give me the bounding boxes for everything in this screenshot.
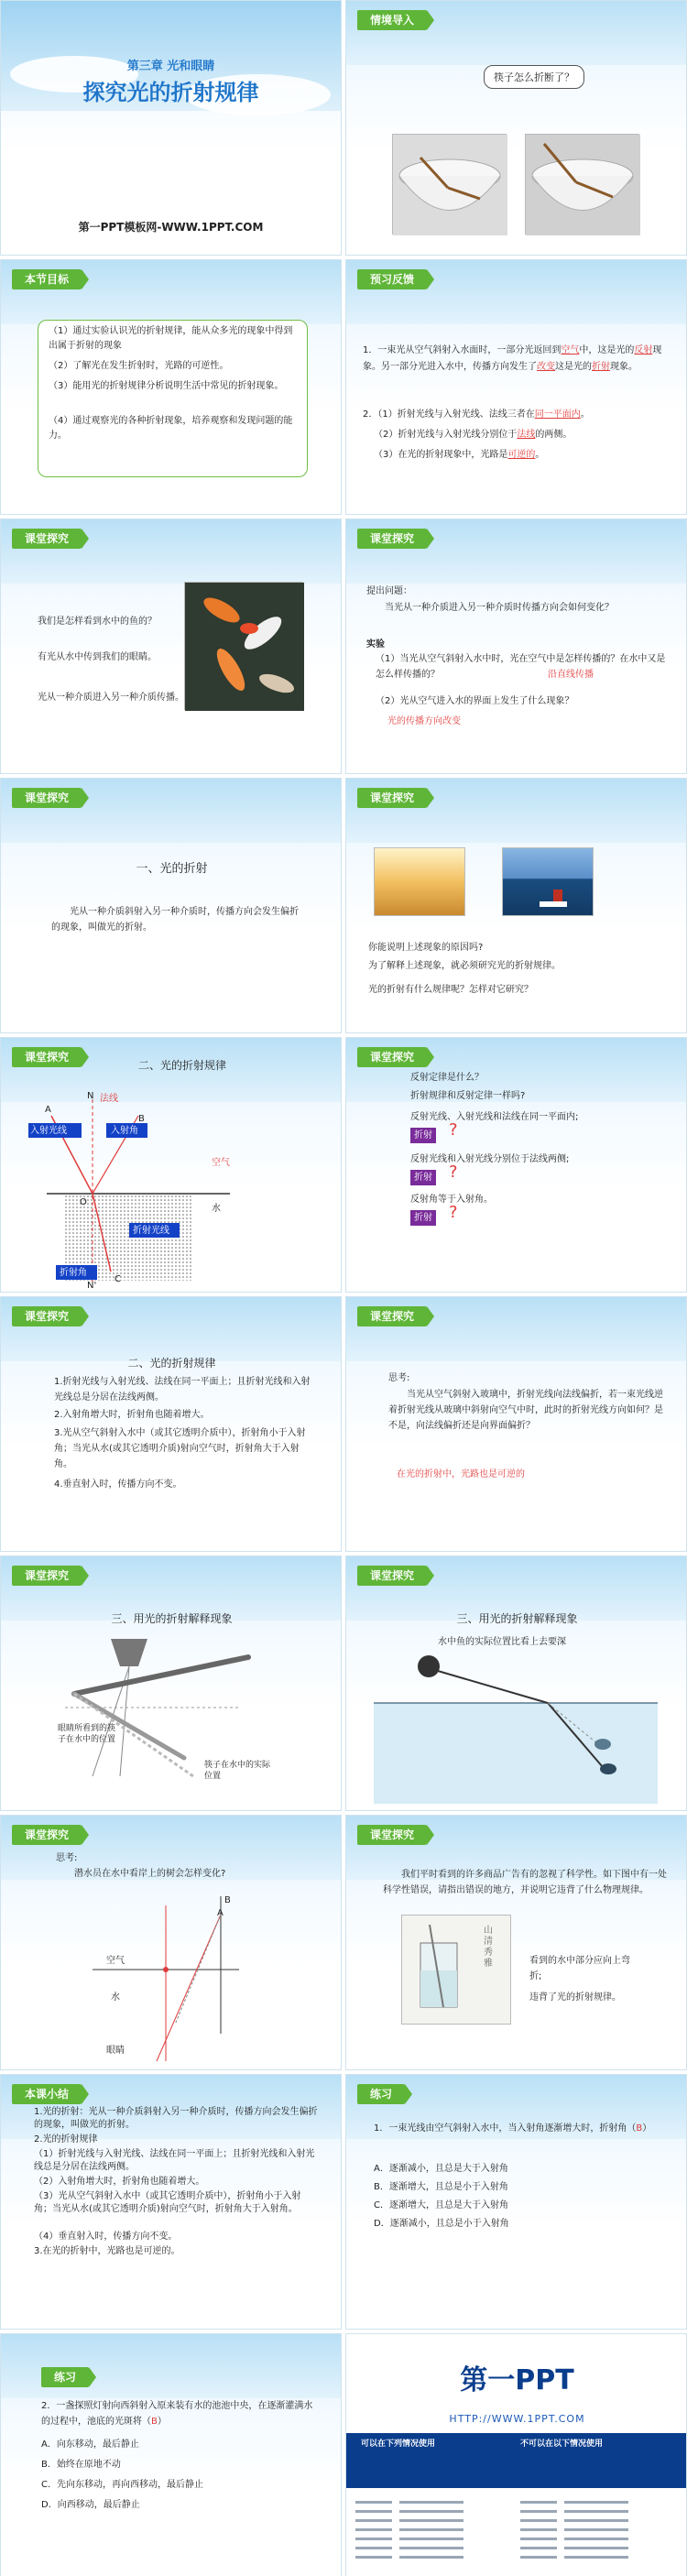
slide-10 <box>345 1037 687 1293</box>
answer-text: 违背了光的折射规律。 <box>529 1992 621 2003</box>
point-A: A <box>217 1908 224 1918</box>
answer-text: 光从一种介质进入另一种介质传播。 <box>38 693 184 703</box>
section-heading: 二、光的折射规律 <box>127 1357 216 1370</box>
license-col-title: 可以在下列情况使用 <box>361 2440 436 2449</box>
bowl-icon <box>393 135 507 235</box>
sunset-photo <box>374 847 465 916</box>
summary-item: （2）入射角增大时，折射角也随着增大。 <box>34 2177 205 2187</box>
rule-line: 折射规律和反射定律一样吗? <box>410 1091 526 1101</box>
refraction-badge: 折射 <box>410 1128 436 1143</box>
answer: 反射 <box>634 345 653 355</box>
prompt-text: 当光从一种介质进入另一种介质时传播方向会如何变化？ <box>385 603 614 613</box>
chapter-title: 第三章 光和眼睛 <box>126 60 215 73</box>
text: 。 <box>535 450 545 460</box>
slide-1 <box>0 0 342 256</box>
koi-fish-icon <box>185 583 304 711</box>
slide-11 <box>0 1296 342 1552</box>
experiment-q1: （1）当光从空气斜射入水中时，光在空气中是怎样传播的？在水中又是怎么样传播的？ <box>376 654 666 680</box>
slide-12 <box>345 1296 687 1552</box>
answer-text: 在光的折射中，光路也是可逆的 <box>397 1469 525 1479</box>
refraction-badge: 折射 <box>410 1170 436 1185</box>
section-heading: 三、用光的折射解释现象 <box>456 1612 578 1625</box>
answer: 可逆的 <box>507 450 536 460</box>
refraction-diagram <box>10 1075 312 1290</box>
goal-item: （3）能用光的折射规律分析说明生活中常见的折射现象。 <box>49 381 284 391</box>
label-actual-position: 筷子在水中的实际位置 <box>204 1761 271 1781</box>
label-refracted-angle: 折射角 <box>60 1268 87 1278</box>
site-label: 第一PPT模板网-WWW.1PPT.COM <box>78 221 264 234</box>
option: D．逐渐减小，且总是小于入射角 <box>374 2219 509 2229</box>
slide-4 <box>345 259 687 515</box>
rule-line: 反射光线和入射光线分别位于法线两侧; <box>410 1154 570 1164</box>
section-tag: 课堂探究 <box>357 1306 427 1326</box>
page-title: 探究光的折射规律 <box>82 80 259 105</box>
slide-19 <box>0 2333 342 2576</box>
section-tag: 课堂探究 <box>357 529 427 549</box>
section-tag: 本节目标 <box>12 269 82 289</box>
slide-13 <box>0 1555 342 1811</box>
answer-text: 看到的水中部分应向上弯折; <box>529 1956 630 1981</box>
answer: B <box>636 2123 643 2134</box>
answer: 空气 <box>561 345 580 355</box>
law-item: 1.折射光线与入射光线、法线在同一平面上；且折射光线和入射光线总是分居在法线两侧。 <box>54 1377 311 1403</box>
option: A．逐渐减小，且总是大于入射角 <box>374 2164 508 2174</box>
label-water: 水 <box>212 1204 221 1214</box>
slide-20 <box>345 2333 687 2576</box>
section-tag: 课堂探究 <box>12 1047 82 1067</box>
brand-url: HTTP://WWW.1PPT.COM <box>449 2413 585 2425</box>
definition-text: 光从一种介质斜射入另一种介质时，传播方向会发生偏折的现象，叫做光的折射。 <box>51 907 299 933</box>
preview-q2-3 <box>374 447 676 463</box>
label-refracted-ray: 折射光线 <box>133 1226 169 1236</box>
section-tag: 课堂探究 <box>12 1566 82 1586</box>
think-label: 思考: <box>56 1853 78 1863</box>
preview-q2 <box>363 407 674 422</box>
label-air: 空气 <box>106 1956 125 1966</box>
text: ） <box>642 2123 652 2134</box>
bowl-photo-right <box>525 134 639 235</box>
fish-depth-diagram <box>374 1648 667 1804</box>
text: 现象。 <box>610 362 638 372</box>
summary-item: （4）垂直射入时，传播方向不变。 <box>34 2232 178 2242</box>
think-label: 思考: <box>388 1373 410 1383</box>
answer-text: 有光从水中传到我们的眼睛。 <box>38 652 157 662</box>
text: （2）折射光线与入射光线分别位于 <box>374 430 518 440</box>
text: （3）在光的折射现象中，光路是 <box>374 450 508 460</box>
slide-18 <box>345 2074 687 2330</box>
section-heading: 三、用光的折射解释现象 <box>111 1612 233 1625</box>
option: B．始终在原地不动 <box>41 2460 121 2470</box>
rule-line: 反射角等于入射角。 <box>410 1195 493 1205</box>
question-mark: ? <box>449 1120 458 1140</box>
point-N-prime: N' <box>87 1281 97 1291</box>
text: 现象。另一部分光进入水中，传播方向发生了 <box>363 345 662 372</box>
option: C．逐渐增大，且总是大于入射角 <box>374 2200 508 2210</box>
summary-item: 3.在光的折射中，光路也是可逆的。 <box>34 2246 180 2256</box>
point-C: C <box>114 1274 121 1284</box>
label-eye: 眼睛 <box>106 2046 125 2056</box>
brand-logo: 第一PPT <box>460 2364 574 2396</box>
speech-bubble: 筷子怎么折断了？ <box>484 65 584 89</box>
question-text: 我们是怎样看到水中的鱼的？ <box>38 617 157 627</box>
sky-background <box>1 2334 341 2398</box>
text: 1．一束光从空气斜射入水面时，一部分光返回到 <box>363 345 562 355</box>
question-mark: ? <box>449 1203 458 1222</box>
preview-q2-2 <box>374 427 676 442</box>
section-tag: 课堂探究 <box>357 788 427 808</box>
label-water: 水 <box>111 1992 120 2003</box>
rule-line: 反射光线、入射光线和法线在同一平面内; <box>410 1112 579 1122</box>
label-air: 空气 <box>212 1158 230 1168</box>
option: C．先向东移动，再向西移动，最后静止 <box>41 2480 203 2490</box>
section-tag: 课堂探究 <box>12 788 82 808</box>
label-apparent-position: 眼睛所看到的筷子在水中的位置 <box>58 1724 116 1744</box>
question-mark: ? <box>449 1162 458 1182</box>
text: 2．（1）折射光线与入射光线、法线三者在 <box>363 409 535 420</box>
option: B．逐渐增大，且总是小于入射角 <box>374 2182 508 2192</box>
option: A．向东移动，最后静止 <box>41 2440 139 2450</box>
answer: 改变 <box>537 362 555 372</box>
section-tag: 练习 <box>41 2367 89 2387</box>
slide-6 <box>345 518 687 774</box>
point-B: B <box>224 1895 231 1905</box>
bowl-photo-left <box>392 134 507 235</box>
bowl-icon <box>526 135 640 235</box>
text: 的两侧。 <box>535 430 572 440</box>
slide-5 <box>0 518 342 774</box>
experiment-a1: 沿直线传播 <box>548 670 594 680</box>
section-tag: 课堂探究 <box>357 1825 427 1845</box>
text: 这是光的 <box>555 362 592 372</box>
summary-item: 1.光的折射：光从一种介质斜射入另一种介质时，传播方向会发生偏折的现象，叫做光的折射。 <box>34 2107 318 2130</box>
section-tag: 课堂探究 <box>12 529 82 549</box>
goal-item: （4）通过观察光的各种折射现象，培养观察和发现问题的能力。 <box>49 416 293 441</box>
question-text: 光的折射有什么规律呢？怎样对它研究？ <box>368 985 533 995</box>
exercise-question <box>374 2121 658 2136</box>
experiment-q2: （2）光从空气进入水的界面上发生了什么现象？ <box>376 696 574 706</box>
calligraphy-text: 山清秀雅 <box>484 1926 493 1969</box>
law-item: 3.光从空气斜射入水中（或其它透明介质中），折射角小于入射角；当光从水(或其它透明介质)射向空气时，折射角大于入射角。 <box>54 1428 306 1469</box>
slide-8 <box>345 778 687 1033</box>
slide-14 <box>345 1555 687 1811</box>
section-tag: 课堂探究 <box>12 1825 82 1845</box>
label-normal: 法线 <box>100 1094 118 1104</box>
section-tag: 课堂探究 <box>357 1047 427 1067</box>
rule-line: 反射定律是什么？ <box>410 1073 484 1083</box>
section-tag: 预习反馈 <box>357 269 427 289</box>
summary-item: 2.光的折射规律 <box>34 2134 98 2145</box>
tree-view-diagram <box>93 1887 294 2066</box>
license-link-list <box>355 2499 681 2576</box>
section-tag: 练习 <box>357 2084 405 2104</box>
text: 1．一束光线由空气斜射入水中，当入射角逐渐增大时，折射角（ <box>374 2123 637 2134</box>
summary-item: （3）光从空气斜射入水中（或其它透明介质中），折射角小于入射角；当光从水(或其它透明介质)射向空气时，折射角大于入射角。 <box>34 2191 301 2214</box>
point-A: A <box>45 1105 51 1115</box>
think-text: 当光从空气斜射入玻璃中，折射光线向法线偏折，若一束光线逆着折射光线从玻璃中斜射向空气中时，此时的折射光线方向如何？是不是，向法线偏折还是向界面偏折？ <box>388 1390 663 1431</box>
point-O: O <box>80 1197 87 1207</box>
slide-9 <box>0 1037 342 1293</box>
text: 中，这是光的 <box>579 345 635 355</box>
text: 。 <box>580 409 590 420</box>
section-tag: 情境导入 <box>357 10 427 30</box>
section-tag: 课堂探究 <box>357 1566 427 1586</box>
law-item: 2.入射角增大时，折射角也随着增大。 <box>54 1410 210 1420</box>
experiment-label: 实验 <box>366 639 385 649</box>
slide-17 <box>0 2074 342 2330</box>
label-incident-angle: 入射角 <box>111 1126 138 1136</box>
answer: 折射 <box>592 362 610 372</box>
point-B: B <box>138 1114 145 1124</box>
think-text: 潜水员在水中看岸上的树会怎样变化? <box>74 1869 226 1879</box>
exercise-question <box>41 2398 316 2429</box>
experiment-a2: 光的传播方向改变 <box>387 716 461 726</box>
section-tag: 本课小结 <box>12 2084 82 2104</box>
slide-7 <box>0 778 342 1033</box>
refraction-badge: 折射 <box>410 1210 436 1226</box>
point-N: N <box>87 1091 94 1101</box>
slide-2 <box>345 0 687 256</box>
sea-photo <box>502 847 594 916</box>
boat-icon <box>503 848 594 917</box>
answer: B <box>151 2417 158 2427</box>
answer: 法线 <box>517 430 536 440</box>
question-text: 为了解释上述现象，就必须研究光的折射规律。 <box>368 961 561 971</box>
caption-text: 水中鱼的实际位置比看上去要深 <box>438 1637 566 1647</box>
slide-3 <box>0 259 342 515</box>
text: ） <box>157 2417 167 2427</box>
goal-item: （1）通过实验认识光的折射规律，能从众多光的现象中得到出属于折射的现象 <box>49 326 293 351</box>
section-tag: 课堂探究 <box>12 1306 82 1326</box>
question-text: 你能说明上述现象的原因吗? <box>368 943 484 953</box>
section-heading: 一、光的折射 <box>136 862 208 876</box>
section-heading: 二、光的折射规律 <box>138 1059 227 1072</box>
law-item: 4.垂直射入时，传播方向不变。 <box>54 1479 182 1490</box>
prompt-label: 提出问题： <box>366 586 412 596</box>
prompt-text: 我们平时看到的许多商品广告有的忽视了科学性。如下图中有一处科学性错误，请指出错误的地方，并说明它违背了什么物理规律。 <box>383 1870 667 1895</box>
label-incident-ray: 入射光线 <box>30 1126 67 1136</box>
preview-q1 <box>363 343 674 376</box>
license-col-title: 不可以在以下情况使用 <box>520 2440 604 2449</box>
slide-15 <box>0 1815 342 2070</box>
answer: 同一平面内 <box>534 409 581 420</box>
summary-item: （1）折射光线与入射光线、法线在同一平面上；且折射光线和入射光线总是分居在法线两侧。 <box>34 2149 315 2172</box>
goal-item: （2）了解光在发生折射时，光路的可逆性。 <box>49 361 229 371</box>
option: D．向西移动，最后静止 <box>41 2500 140 2510</box>
slide-16 <box>345 1815 687 2070</box>
text: 2．一盏探照灯射向西斜射入原来装有水的池池中央，在逐渐灌满水的过程中，池底的光斑将（ <box>41 2401 313 2427</box>
fish-photo <box>184 582 303 710</box>
